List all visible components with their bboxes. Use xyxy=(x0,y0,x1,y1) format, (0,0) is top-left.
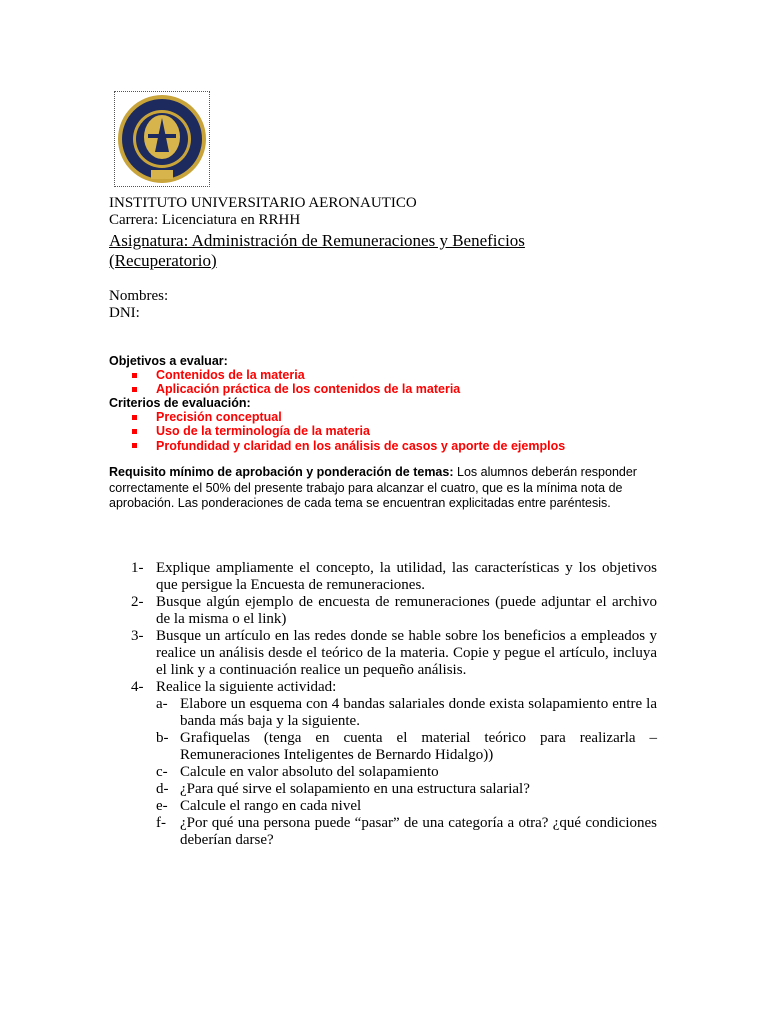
subitem-letter: c- xyxy=(156,764,168,780)
list-item: Precisión conceptual xyxy=(130,410,565,424)
criterios-heading: Criterios de evaluación: xyxy=(109,396,251,410)
list-item: Aplicación práctica de los contenidos de la materia xyxy=(130,382,460,396)
requisito-paragraph xyxy=(109,465,657,512)
objetivos-list xyxy=(130,368,460,397)
requisito-label: Requisito mínimo de aprobación y ponderación de temas: xyxy=(109,465,454,479)
subitem-letter: e- xyxy=(156,798,168,814)
subitem-text: Calcule el rango en cada nivel xyxy=(180,798,362,814)
question-text: Explique ampliamente el concepto, la utilidad, las características y los objetivos que persigue la Encuesta de remuneraciones. xyxy=(156,560,657,593)
nombres-field-label: Nombres: xyxy=(109,288,169,304)
criterios-list xyxy=(130,410,565,453)
institute-seal-logo xyxy=(114,91,210,187)
subitem-letter: d- xyxy=(156,781,169,797)
subitem-letter: a- xyxy=(156,696,168,712)
question-text: Busque un artículo en las redes donde se hable sobre los beneficios a empleados y realice un análisis desde el teórico de la materia. Copie y pegue el artículo, incluya el link y a continuación realice un pequeño análisis. xyxy=(156,628,657,678)
subitem-text: ¿Para qué sirve el solapamiento en una estructura salarial? xyxy=(180,781,530,797)
square-bullet-icon xyxy=(132,387,137,392)
question-number: 1- xyxy=(131,560,144,576)
objetivos-heading: Objetivos a evaluar: xyxy=(109,354,228,368)
list-item: Profundidad y claridad en los análisis de casos y aporte de ejemplos xyxy=(130,439,565,453)
question-text: Busque algún ejemplo de encuesta de remuneraciones (puede adjuntar el archivo de la misma o el link) xyxy=(156,594,657,627)
question-number: 2- xyxy=(131,594,144,610)
question-number: 4- xyxy=(131,679,144,695)
square-bullet-icon xyxy=(132,429,137,434)
dni-field-label: DNI: xyxy=(109,305,140,321)
subitem-letter: f- xyxy=(156,815,166,831)
subitem-text: Grafiquelas (tenga en cuenta el material teórico para realizarla – Remuneraciones Inteligentes de Bernardo Hidalgo)) xyxy=(180,730,657,763)
question-text: Realice la siguiente actividad: xyxy=(156,679,337,695)
subitem-letter: b- xyxy=(156,730,169,746)
square-bullet-icon xyxy=(132,443,137,448)
subitem-text: Elabore un esquema con 4 bandas salariales donde exista solapamiento entre la banda más baja y la siguiente. xyxy=(180,696,657,729)
asignatura-title-line1: Asignatura: Administración de Remuneraciones y Beneficios xyxy=(109,231,525,250)
subitem-text: Calcule en valor absoluto del solapamiento xyxy=(180,764,439,780)
square-bullet-icon xyxy=(132,373,137,378)
requisito-text: Los alumnos deberán responder correctamente el 50% del presente trabajo para alcanzar el cuatro, que es la mínima nota de aprobación. Las ponderaciones de cada tema se encuentran explicitadas entre paréntesis. xyxy=(109,465,637,510)
asignatura-title-line2: (Recuperatorio) xyxy=(109,251,217,270)
list-item: Uso de la terminología de la materia xyxy=(130,424,565,438)
square-bullet-icon xyxy=(132,415,137,420)
carrera-label: Carrera: Licenciatura en RRHH xyxy=(109,212,301,228)
list-item: Contenidos de la materia xyxy=(130,368,460,382)
subitem-text: ¿Por qué una persona puede “pasar” de una categoría a otra? ¿qué condiciones deberían darse? xyxy=(180,815,657,848)
question-number: 3- xyxy=(131,628,144,644)
institute-name: INSTITUTO UNIVERSITARIO AERONAUTICO xyxy=(109,195,417,211)
